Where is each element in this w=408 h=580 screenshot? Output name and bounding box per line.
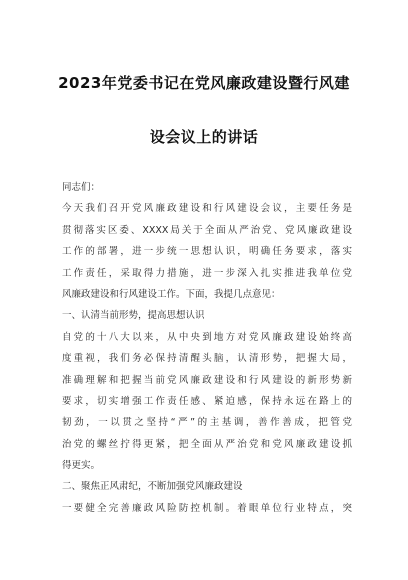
body-text-line: 韧劲，一以贯之坚持“严”的主基调，善作善成，把管党 bbox=[62, 417, 352, 429]
document-title-line-1: 2023年党委书记在党风廉政建设暨行风建 bbox=[58, 74, 350, 92]
body-text-line: 贯彻落实区委、XXXX局关于全面从严治党、党风廉政建设 bbox=[62, 224, 352, 236]
body-text-line: 度重视，我们务必保持清醒头脑，认清形势，把握大局， bbox=[62, 353, 352, 365]
body-text-line: 治党的螺丝拧得更紧，把全面从严治党和党风廉政建设抓 bbox=[62, 438, 352, 450]
body-text-line: 一要健全完善廉政风险防控机制。着眼单位行业特点，突 bbox=[62, 502, 352, 514]
body-text-line: 工作的部署，进一步统一思想认识，明确任务要求，落实 bbox=[62, 246, 352, 258]
body-text-line: 同志们： bbox=[62, 182, 101, 193]
document-title-line-2: 设会议上的讲话 bbox=[149, 128, 259, 146]
body-text-line: 自党的十八大以来，从中央到地方对党风廉政建设始终高 bbox=[62, 331, 352, 343]
body-text-line: 工作责任，采取得力措施，进一步深入扎实推进我单位党 bbox=[62, 267, 352, 279]
body-text-line: 二、聚焦正风肃纪，不断加强党风廉政建设 bbox=[62, 481, 243, 493]
document-body bbox=[62, 177, 352, 519]
body-text-line: 风廉政建设和行风建设工作。下面，我提几点意见： bbox=[62, 288, 281, 300]
body-text-line: 一、认清当前形势，提高思想认识 bbox=[62, 310, 205, 322]
body-text-line: 准确理解和把握当前党风廉政建设和行风建设的新形势新 bbox=[62, 374, 352, 386]
body-text-line: 今天我们召开党风廉政建设和行风建设会议，主要任务是 bbox=[62, 203, 352, 215]
body-text-line: 要求，切实增强工作责任感、紧迫感，保持永远在路上的 bbox=[62, 395, 352, 407]
body-text-line: 得更实。 bbox=[62, 460, 101, 472]
